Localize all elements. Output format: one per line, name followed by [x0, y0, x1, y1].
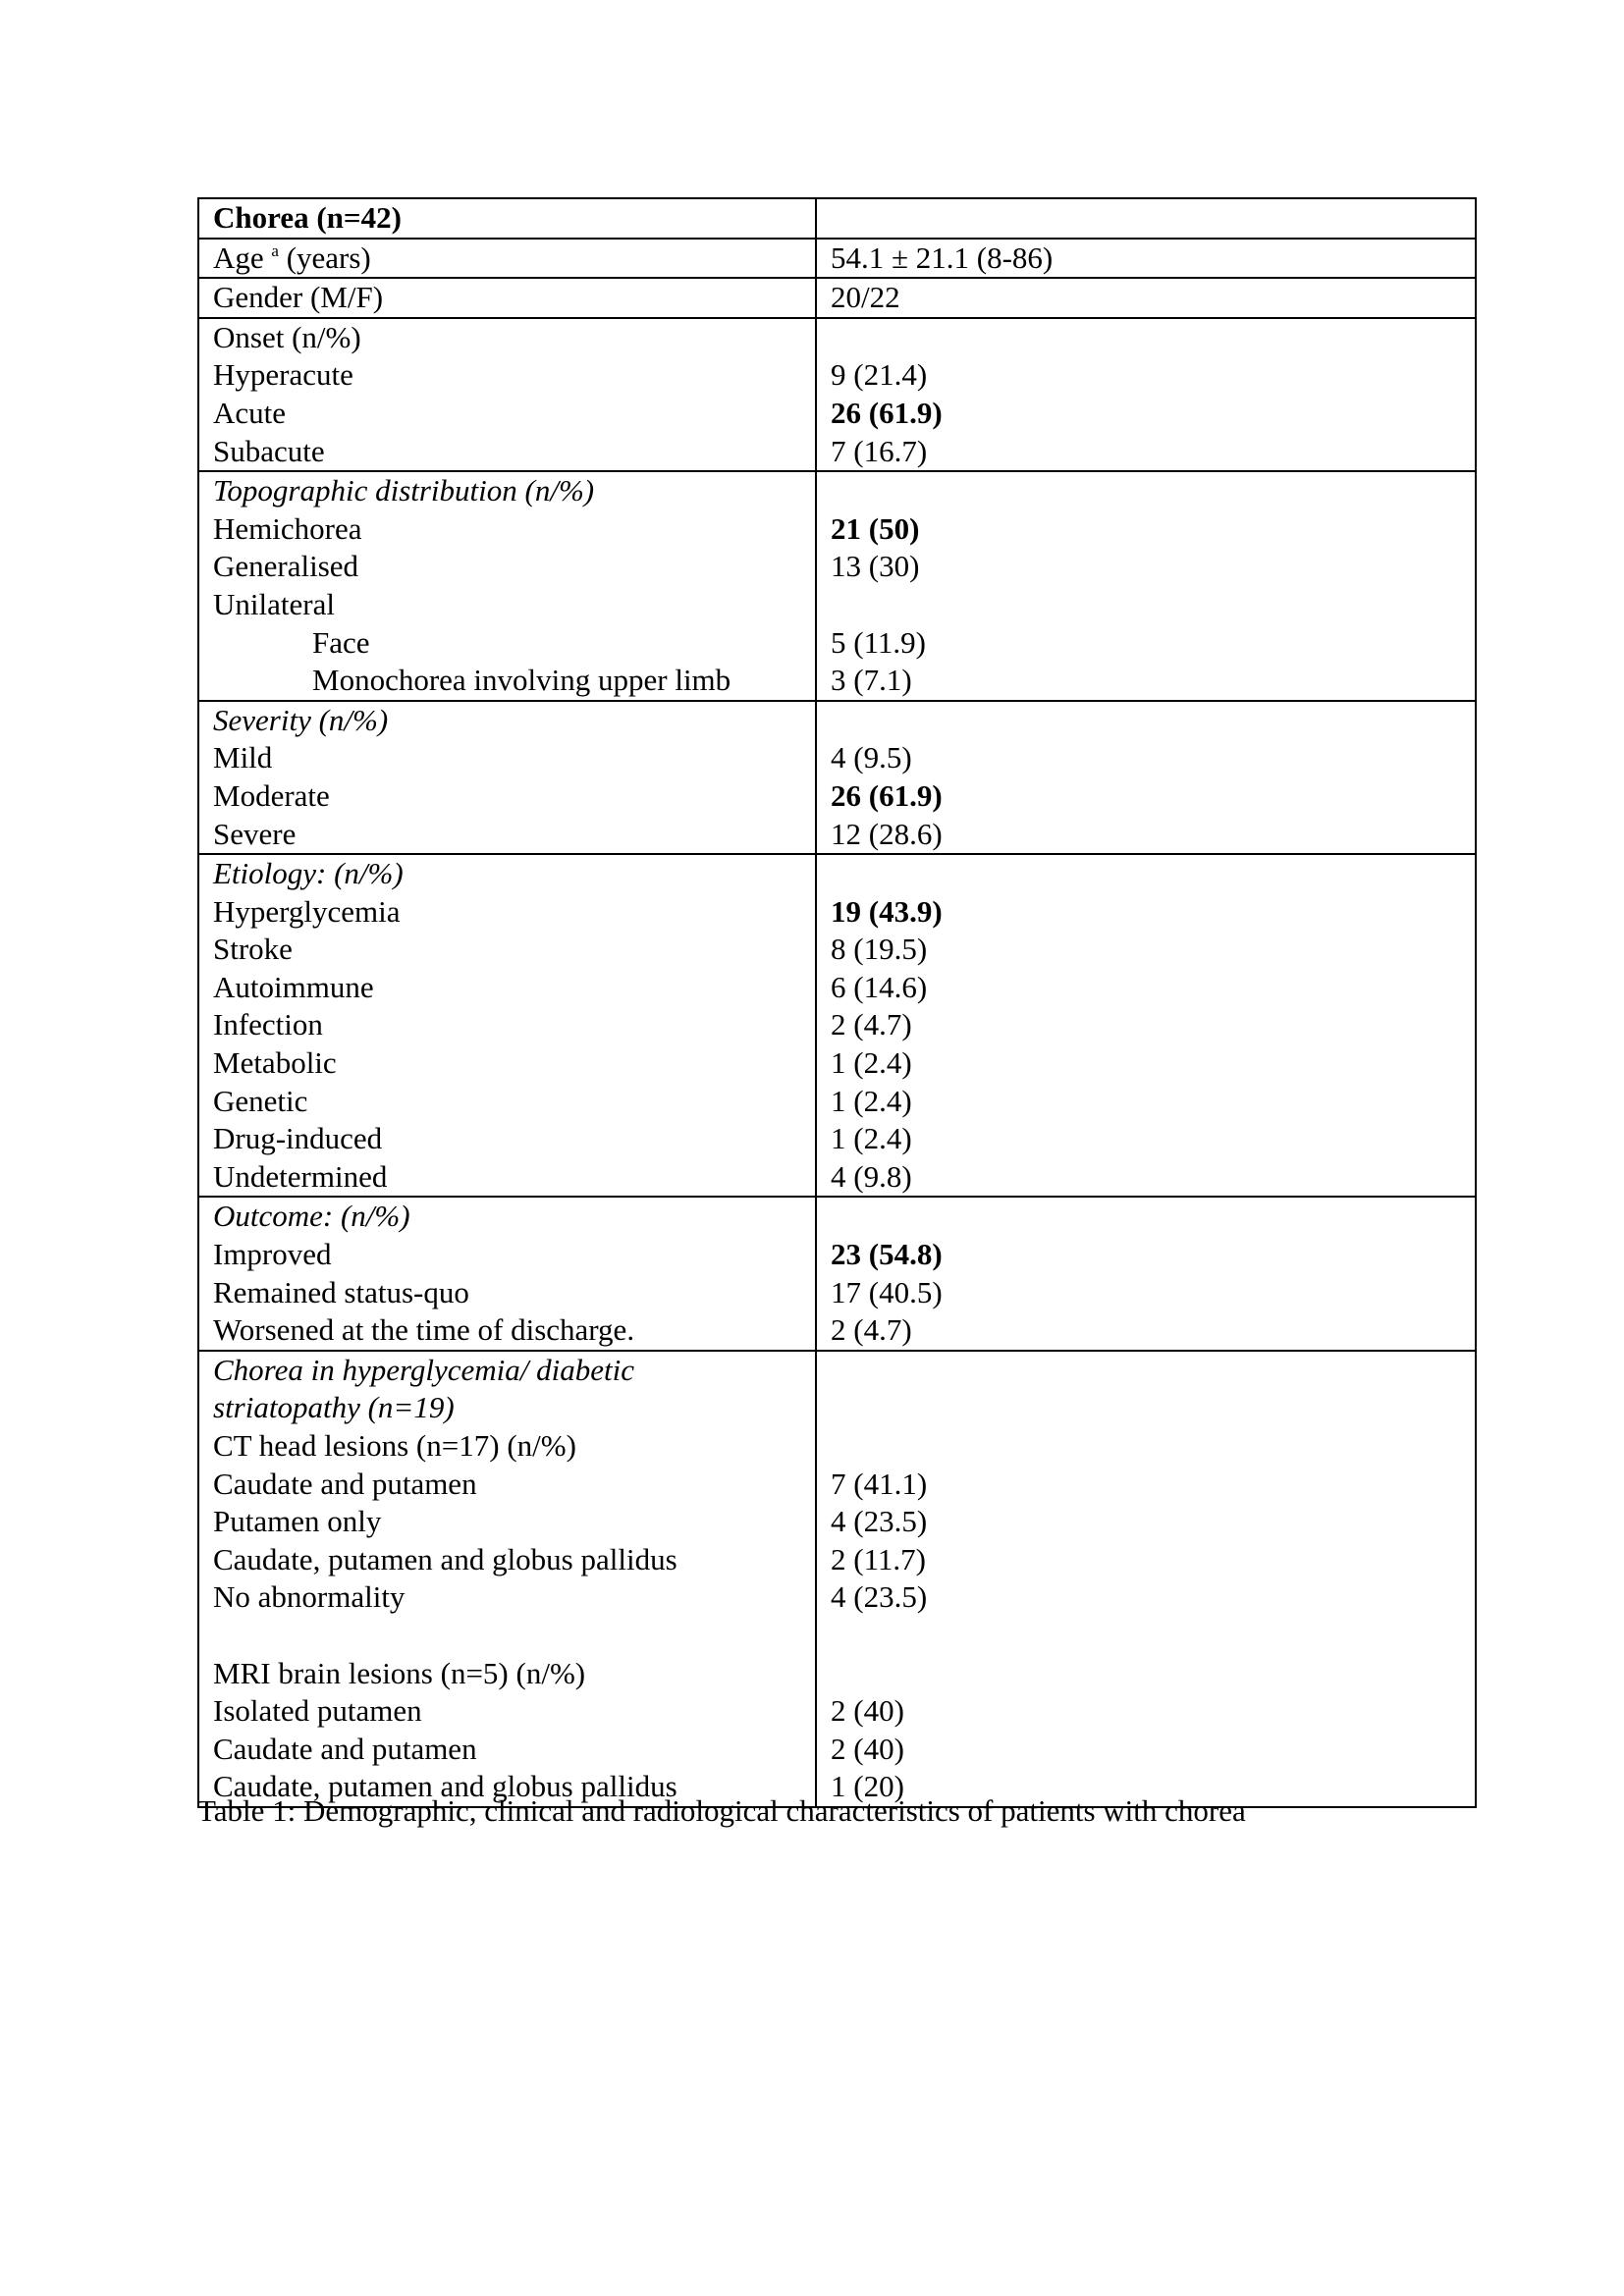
mri-heading: MRI brain lesions (n=5) (n/%)	[213, 1655, 586, 1690]
header-label: Chorea (n=42)	[213, 200, 402, 235]
severity-label: Moderate	[213, 777, 330, 813]
etiology-label: Undetermined	[213, 1158, 388, 1194]
onset-value-cell	[816, 318, 1476, 471]
etiology-label: Genetic	[213, 1083, 308, 1118]
severity-label-cell	[198, 701, 816, 854]
severity-value: 12 (28.6)	[831, 816, 943, 851]
spacer-line	[831, 1427, 1475, 1466]
etiology-label-cell	[198, 854, 816, 1197]
etiology-value: 1 (2.4)	[831, 1121, 912, 1156]
etiology-value: 8 (19.5)	[831, 932, 928, 967]
age-superscript: a	[271, 240, 279, 260]
spacer-line	[831, 1655, 1475, 1693]
spacer-line	[831, 319, 1475, 357]
outcome-value: 23 (54.8)	[831, 1237, 943, 1272]
spacer-line	[213, 1617, 815, 1655]
severity-heading: Severity (n/%)	[213, 702, 389, 737]
ct-value: 4 (23.5)	[831, 1504, 928, 1539]
ct-heading: CT head lesions (n=17) (n/%)	[213, 1428, 576, 1463]
etiology-value: 19 (43.9)	[831, 893, 943, 929]
topographic-label-cell	[198, 471, 816, 701]
onset-value: 9 (21.4)	[831, 357, 928, 393]
topographic-value	[831, 586, 1475, 624]
gender-value: 20/22	[831, 280, 900, 315]
characteristics-table	[197, 197, 1477, 1808]
gender-value-cell	[816, 278, 1476, 318]
age-label	[213, 240, 815, 278]
spacer-line	[831, 702, 1475, 740]
topographic-heading: Topographic distribution (n/%)	[213, 473, 595, 508]
mri-value: 1 (20)	[831, 1769, 904, 1804]
ct-label: Caudate, putamen and globus pallidus	[213, 1541, 677, 1576]
etiology-value: 4 (9.8)	[831, 1158, 912, 1194]
table-row-hyperglycemia	[198, 1351, 1476, 1807]
outcome-value-cell	[816, 1197, 1476, 1350]
onset-value: 7 (16.7)	[831, 433, 928, 468]
age-value: 54.1 ± 21.1 (8-86)	[831, 240, 1054, 275]
header-value	[831, 199, 1475, 238]
gender-label-cell	[198, 278, 816, 318]
onset-label: Subacute	[213, 433, 325, 468]
onset-label: Hyperacute	[213, 357, 353, 393]
outcome-label: Improved	[213, 1237, 332, 1272]
topographic-value: 21 (50)	[831, 510, 920, 546]
hyperglycemia-value-cell	[816, 1351, 1476, 1807]
etiology-value: 1 (2.4)	[831, 1045, 912, 1081]
age-label-cell	[198, 239, 816, 279]
mri-label: Caudate, putamen and globus pallidus	[213, 1769, 677, 1804]
age-value-cell	[816, 239, 1476, 279]
spacer-line	[831, 1352, 1475, 1390]
ct-value: 4 (23.5)	[831, 1579, 928, 1615]
hyperglycemia-heading: Chorea in hyperglycemia/ diabetic	[213, 1352, 635, 1387]
age-label-prefix: Age	[213, 240, 264, 275]
etiology-label: Hyperglycemia	[213, 893, 401, 929]
onset-label: Acute	[213, 395, 287, 430]
outcome-label: Remained status-quo	[213, 1274, 469, 1309]
table-row-topographic	[198, 471, 1476, 701]
outcome-value: 2 (4.7)	[831, 1312, 912, 1348]
outcome-label: Worsened at the time of discharge.	[213, 1312, 635, 1348]
table-row-severity	[198, 701, 1476, 854]
spacer-line	[831, 1617, 1475, 1655]
topographic-label: Face	[312, 624, 370, 660]
header-value-cell	[816, 198, 1476, 239]
topographic-value: 13 (30)	[831, 549, 920, 584]
etiology-label: Metabolic	[213, 1045, 337, 1081]
etiology-value: 1 (2.4)	[831, 1083, 912, 1118]
table-caption: Table 1: Demographic, clinical and radiological characteristics of patients with chorea	[197, 1793, 1246, 1828]
topographic-label: Hemichorea	[213, 510, 362, 546]
table-row-header	[198, 198, 1476, 239]
etiology-value: 6 (14.6)	[831, 969, 928, 1004]
severity-label: Mild	[213, 740, 273, 775]
severity-value: 26 (61.9)	[831, 777, 943, 813]
table-row-outcome	[198, 1197, 1476, 1350]
topographic-value: 3 (7.1)	[831, 663, 912, 698]
topographic-label: Generalised	[213, 549, 359, 584]
outcome-heading: Outcome: (n/%)	[213, 1199, 410, 1234]
mri-label: Caudate and putamen	[213, 1731, 477, 1766]
ct-label: Caudate and putamen	[213, 1466, 477, 1501]
outcome-label-cell	[198, 1197, 816, 1350]
spacer-line	[831, 1198, 1475, 1236]
ct-value: 7 (41.1)	[831, 1466, 928, 1501]
mri-value: 2 (40)	[831, 1731, 904, 1766]
etiology-label: Autoimmune	[213, 969, 374, 1004]
severity-label: Severe	[213, 816, 297, 851]
onset-heading: Onset (n/%)	[213, 319, 361, 354]
topographic-label: Monochorea involving upper limb	[312, 663, 731, 698]
topographic-label: Unilateral	[213, 586, 335, 621]
table-row-age	[198, 239, 1476, 279]
table-row-etiology	[198, 854, 1476, 1197]
onset-value: 26 (61.9)	[831, 395, 943, 430]
spacer-line	[831, 855, 1475, 893]
etiology-value-cell	[816, 854, 1476, 1197]
header-label-cell	[198, 198, 816, 239]
topographic-value-cell	[816, 471, 1476, 701]
etiology-value: 2 (4.7)	[831, 1007, 912, 1042]
spacer-line	[831, 472, 1475, 510]
ct-value: 2 (11.7)	[831, 1541, 926, 1576]
age-label-suffix: (years)	[286, 240, 371, 275]
hyperglycemia-label-cell	[198, 1351, 816, 1807]
spacer-line	[831, 1389, 1475, 1427]
severity-value: 4 (9.5)	[831, 740, 912, 775]
ct-label: No abnormality	[213, 1579, 406, 1615]
table-row-onset	[198, 318, 1476, 471]
severity-value-cell	[816, 701, 1476, 854]
etiology-label: Drug-induced	[213, 1121, 383, 1156]
hyperglycemia-heading: striatopathy (n=19)	[213, 1390, 455, 1425]
ct-label: Putamen only	[213, 1504, 382, 1539]
mri-value: 2 (40)	[831, 1693, 904, 1729]
etiology-label: Stroke	[213, 932, 293, 967]
topographic-value: 5 (11.9)	[831, 624, 926, 660]
gender-label: Gender (M/F)	[213, 280, 384, 315]
table-row-gender	[198, 278, 1476, 318]
mri-label: Isolated putamen	[213, 1693, 422, 1729]
etiology-label: Infection	[213, 1007, 323, 1042]
onset-label-cell	[198, 318, 816, 471]
outcome-value: 17 (40.5)	[831, 1274, 943, 1309]
etiology-heading: Etiology: (n/%)	[213, 856, 404, 891]
